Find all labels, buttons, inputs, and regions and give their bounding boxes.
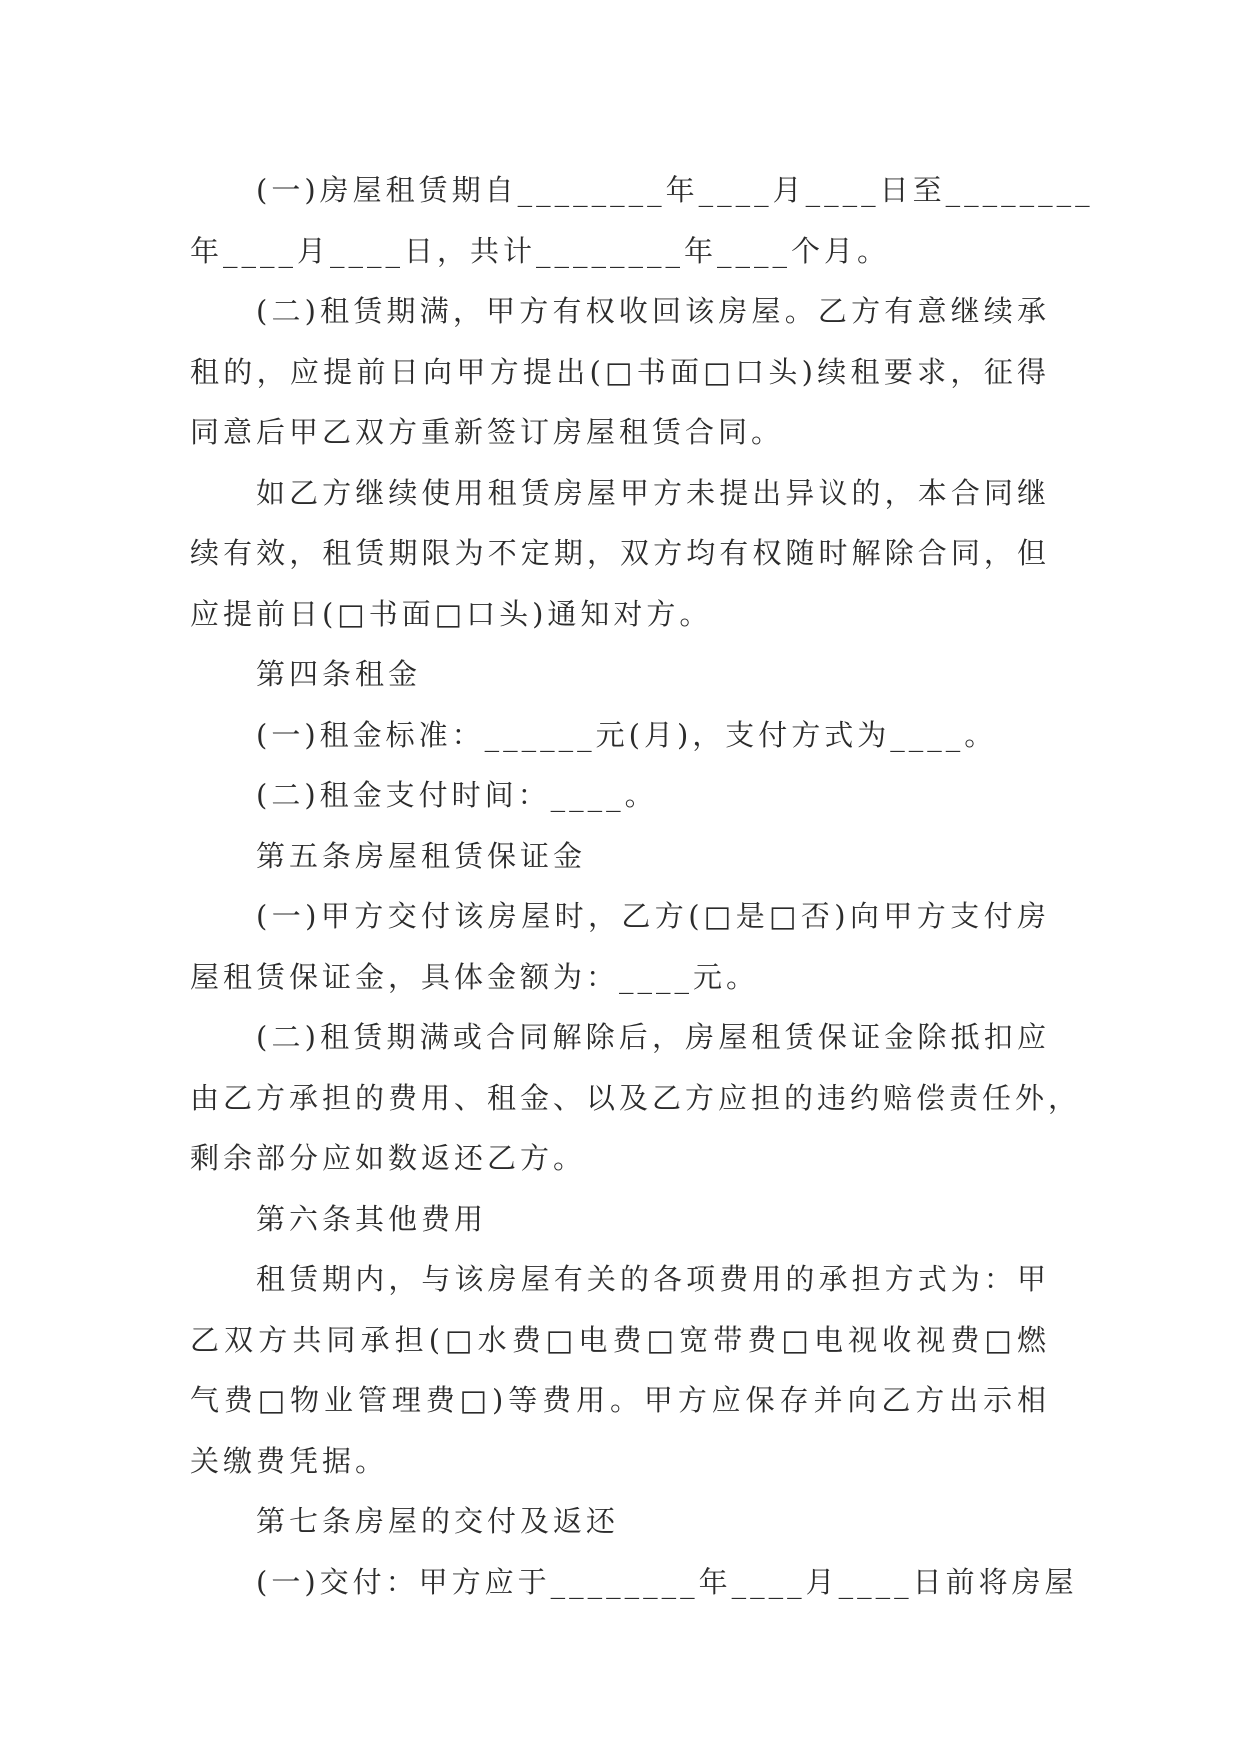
document-line: (二)租赁期满，甲方有权收回该房屋。乙方有意继续承 — [256, 294, 1050, 328]
document-line: 剩余部分应如数返还乙方。 — [190, 1141, 587, 1175]
document-line: 第六条其他费用 — [256, 1201, 488, 1236]
document-line: 同意后甲乙双方重新签订房屋租赁合同。 — [190, 415, 785, 449]
document-line: 乙双方共同承担(□水费□电费□宽带费□电视收视费□燃 — [190, 1322, 1050, 1357]
document-line: 年____月____日，共计________年____个月。 — [190, 233, 891, 268]
document-line: 租的，应提前日向甲方提出(□书面□口头)续租要求，征得 — [190, 354, 1050, 389]
document-line: (一)租金标准：______元(月)，支付方式为____。 — [256, 717, 998, 752]
document-line: 续有效，租赁期限为不定期，双方均有权随时解除合同，但 — [190, 536, 1050, 570]
document-line: (一)交付：甲方应于________年____月____日前将房屋 — [256, 1564, 1078, 1599]
document-line: 由乙方承担的费用、租金、以及乙方应担的违约赔偿责任外， — [190, 1080, 1082, 1115]
document-line: 屋租赁保证金，具体金额为：____元。 — [190, 959, 760, 994]
document-body — [190, 160, 1094, 1612]
document-line: (一)房屋租赁期自________年____月____日至________ — [256, 173, 1094, 207]
document-line: (一)甲方交付该房屋时，乙方(□是□否)向甲方支付房 — [256, 899, 1050, 933]
document-line: 第七条房屋的交付及返还 — [256, 1504, 620, 1538]
document-line: 如乙方继续使用租赁房屋甲方未提出异议的，本合同继 — [256, 475, 1050, 510]
document-line: 第四条租金 — [256, 657, 422, 691]
document-line: 气费□物业管理费□)等费用。甲方应保存并向乙方出示相 — [190, 1383, 1050, 1417]
document-line: 租赁期内，与该房屋有关的各项费用的承担方式为：甲 — [256, 1262, 1050, 1296]
document-line: 第五条房屋租赁保证金 — [256, 838, 587, 873]
document-line: 应提前日(□书面□口头)通知对方。 — [190, 596, 713, 631]
document-line: (二)租金支付时间：____。 — [256, 778, 658, 812]
document-line: 关缴费凭据。 — [190, 1443, 389, 1478]
document-line: (二)租赁期满或合同解除后，房屋租赁保证金除抵扣应 — [256, 1020, 1050, 1054]
